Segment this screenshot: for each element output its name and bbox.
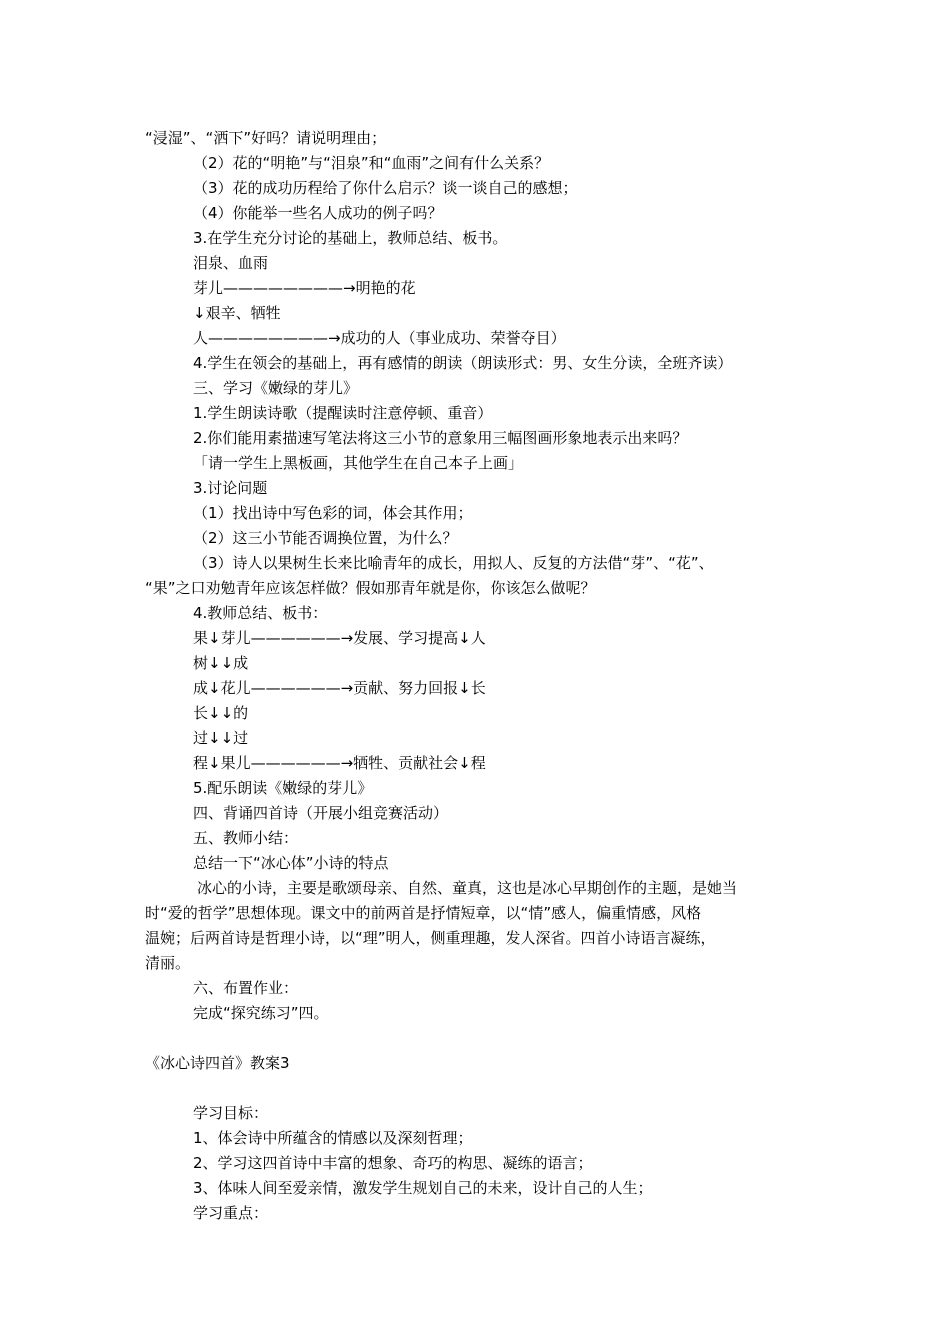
text-line: 2、学习这四首诗中丰富的想象、奇巧的构思、凝练的语言； [193, 1154, 593, 1172]
text-line: 人————————→成功的人（事业成功、荣誉夺目） [193, 329, 566, 347]
text-line: 冰心的小诗，主要是歌颂母亲、自然、童真，这也是冰心早期创作的主题，是她当 [197, 879, 738, 897]
text-line: （3）诗人以果树生长来比喻青年的成长，用拟人、反复的方法借“芽”、“花”、 [193, 554, 714, 572]
text-line: 总结一下“冰心体”小诗的特点 [193, 854, 389, 872]
text-line: “浸湿”、“洒下”好吗？请说明理由； [145, 129, 387, 147]
section-heading: 四、背诵四首诗（开展小组竞赛活动） [193, 804, 449, 822]
text-line: （1）找出诗中写色彩的词，体会其作用； [193, 504, 473, 522]
text-line: （3）花的成功历程给了你什么启示？谈一谈自己的感想； [193, 179, 578, 197]
text-line: 程↓果儿——————→牺牲、贡献社会↓程 [193, 754, 486, 772]
text-line: 温婉；后两首诗是哲理小诗，以“理”明人，侧重理趣，发人深省。四首小诗语言凝练， [145, 929, 716, 947]
text-line: 1.学生朗读诗歌（提醒读时注意停顿、重音） [193, 404, 493, 422]
text-line: ↓艰辛、牺牲 [193, 304, 281, 322]
section-heading: 五、教师小结： [193, 829, 299, 847]
text-line: 长↓↓的 [193, 704, 249, 722]
text-line: （2）这三小节能否调换位置，为什么？ [193, 529, 458, 547]
text-line: 树↓↓成 [193, 654, 249, 672]
text-line: 2.你们能用素描速写笔法将这三小节的意象用三幅图画形象地表示出来吗？ [193, 429, 688, 447]
text-line: （4）你能举一些名人成功的例子吗？ [193, 204, 443, 222]
text-line: 学习目标： [193, 1104, 269, 1122]
text-line: 3.讨论问题 [193, 479, 268, 497]
text-line: 「请一学生上黑板画，其他学生在自己本子上画」 [193, 454, 524, 472]
text-line: 完成“探究练习”四。 [193, 1004, 329, 1022]
document-title: 《冰心诗四首》教案3 [145, 1054, 290, 1072]
section-heading: 三、学习《嫩绿的芽儿》 [193, 379, 359, 397]
text-line: 4.学生在领会的基础上，再有感情的朗读（朗读形式：男、女生分读，全班齐读） [193, 354, 733, 372]
text-line: 过↓↓过 [193, 729, 249, 747]
text-line: 泪泉、血雨 [193, 254, 269, 272]
text-line: 时“爱的哲学”思想体现。课文中的前两首是抒情短章，以“情”感人，偏重情感，风格 [145, 904, 702, 922]
text-line: （2）花的“明艳”与“泪泉”和“血雨”之间有什么关系？ [193, 154, 550, 172]
text-line: 学习重点： [193, 1204, 269, 1222]
text-line: 芽儿————————→明艳的花 [193, 279, 416, 297]
text-line: 4.教师总结、板书： [193, 604, 328, 622]
text-line: 3、体味人间至爱亲情，激发学生规划自己的未来，设计自己的人生； [193, 1179, 653, 1197]
section-heading: 六、布置作业： [193, 979, 299, 997]
text-line: 3.在学生充分讨论的基础上，教师总结、板书。 [193, 229, 508, 247]
text-line: 1、体会诗中所蕴含的情感以及深刻哲理； [193, 1129, 473, 1147]
text-line: 成↓花儿——————→贡献、努力回报↓长 [193, 679, 486, 697]
text-line: “果”之口劝勉青年应该怎样做？假如那青年就是你，你该怎么做呢？ [145, 579, 596, 597]
text-line: 果↓芽儿——————→发展、学习提高↓人 [193, 629, 486, 647]
text-line: 5.配乐朗读《嫩绿的芽儿》 [193, 779, 373, 797]
text-line: 清丽。 [145, 954, 191, 972]
